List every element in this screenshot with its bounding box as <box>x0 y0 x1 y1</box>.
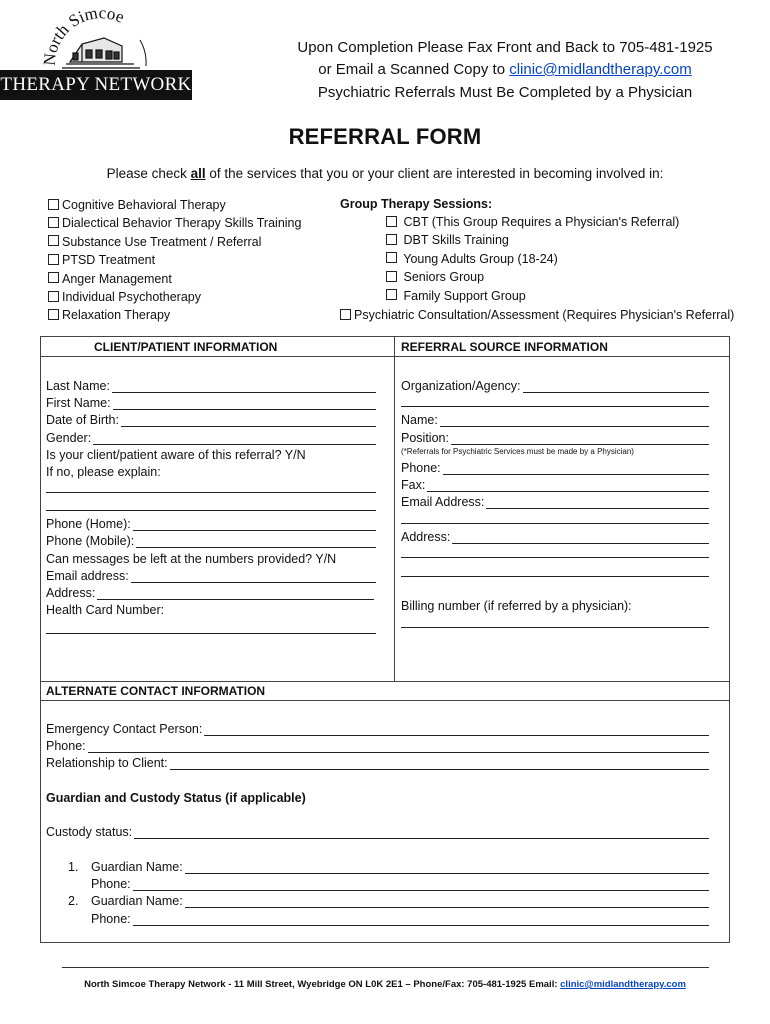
field-label: Email address: <box>46 569 129 583</box>
instruction-before: Please check <box>106 166 191 181</box>
checkbox[interactable] <box>48 235 59 246</box>
checkbox[interactable] <box>48 291 59 302</box>
header-email-line <box>240 60 770 80</box>
service-option[interactable] <box>48 270 301 288</box>
service-label: Anger Management <box>62 271 172 286</box>
alternate-section-heading: ALTERNATE CONTACT INFORMATION <box>46 684 266 698</box>
footer-text: North Simcoe Therapy Network - 11 Mill Street, Wyebridge ON L0K 2E1 – Phone/Fax: 705-481-1925 Email: <box>84 979 561 990</box>
health-card-label: Health Card Number: <box>46 603 165 617</box>
field-label: Position: <box>401 431 449 445</box>
organization-field[interactable] <box>401 377 709 393</box>
form-box <box>40 336 730 943</box>
service-label: Relaxation Therapy <box>62 308 171 323</box>
group-sessions-heading: Group Therapy Sessions: <box>340 197 493 211</box>
field-label: Custody status: <box>46 825 133 839</box>
emergency-contact-field[interactable] <box>46 720 709 736</box>
guardian-2-phone-field[interactable] <box>91 910 709 926</box>
guardian-1-name-field[interactable] <box>91 858 709 874</box>
referrer-address-line[interactable] <box>401 576 709 577</box>
divider <box>40 700 730 701</box>
group-sessions-list <box>386 213 679 305</box>
psychiatric-label: Psychiatric Consultation/Assessment (Requires Physician's Referral) <box>354 308 735 322</box>
divider <box>40 681 730 682</box>
checkbox[interactable] <box>48 254 59 265</box>
group-option[interactable] <box>386 250 679 268</box>
field-label: Organization/Agency: <box>401 379 521 393</box>
position-field[interactable] <box>401 429 709 445</box>
field-label: Guardian Name: <box>91 894 183 908</box>
field-label: Address: <box>46 586 96 600</box>
explain-line[interactable] <box>46 510 376 511</box>
service-option[interactable] <box>48 233 301 251</box>
phone-mobile-field[interactable] <box>46 532 376 548</box>
field-label: Emergency Contact Person: <box>46 722 203 736</box>
service-label: PTSD Treatment <box>62 253 156 268</box>
referrer-email-field[interactable] <box>401 493 709 509</box>
page-title: REFERRAL FORM <box>288 124 482 149</box>
instruction-after: of the services that you or your client are interested in becoming involved in: <box>205 166 664 181</box>
relationship-field[interactable] <box>46 754 709 770</box>
phone-home-field[interactable] <box>46 515 376 531</box>
group-label: DBT Skills Training <box>403 233 509 248</box>
field-label: Guardian Name: <box>91 860 183 874</box>
referral-section-heading: REFERRAL SOURCE INFORMATION <box>401 340 608 354</box>
field-label: Email Address: <box>401 495 485 509</box>
checkbox[interactable] <box>386 216 397 227</box>
dob-field[interactable] <box>46 411 376 427</box>
service-option[interactable] <box>48 251 301 269</box>
header-email-link[interactable]: clinic@midlandtherapy.com <box>509 61 692 78</box>
custody-status-field[interactable] <box>46 823 709 839</box>
referrer-phone-field[interactable] <box>401 459 709 475</box>
field-label: Phone (Home): <box>46 517 131 531</box>
aware-question: Is your client/patient aware of this referral? Y/N <box>46 448 306 462</box>
explain-line[interactable] <box>46 492 376 493</box>
service-option[interactable] <box>48 196 301 214</box>
guardian-2-name-field[interactable] <box>91 892 709 908</box>
group-label: Seniors Group <box>403 270 485 285</box>
group-label: Young Adults Group (18-24) <box>403 251 558 266</box>
field-label: Last Name: <box>46 379 110 393</box>
services-left-list <box>48 196 301 325</box>
guardian-heading: Guardian and Custody Status (if applicable) <box>46 791 306 805</box>
referrer-email-line[interactable] <box>401 523 709 524</box>
header-fax-line: Upon Completion Please Fax Front and Back to 705-481-1925 <box>297 39 713 56</box>
field-label: Phone: <box>46 739 86 753</box>
instruction-text <box>0 166 770 181</box>
service-option[interactable] <box>48 214 301 232</box>
field-label: First Name: <box>46 396 111 410</box>
checkbox[interactable] <box>386 252 397 263</box>
group-option[interactable] <box>386 213 679 231</box>
service-option[interactable] <box>48 288 301 306</box>
service-label: Dialectical Behavior Therapy Skills Training <box>62 216 302 231</box>
checkbox[interactable] <box>48 217 59 228</box>
group-option[interactable] <box>386 268 679 286</box>
checkbox[interactable] <box>48 309 59 320</box>
logo-arc-text: North Simcoe <box>39 3 128 67</box>
client-email-field[interactable] <box>46 567 376 583</box>
referrer-address-field[interactable] <box>401 528 709 544</box>
emergency-phone-field[interactable] <box>46 737 709 753</box>
last-name-field[interactable] <box>46 377 376 393</box>
billing-label: Billing number (if referred by a physician): <box>401 599 632 613</box>
group-option[interactable] <box>386 231 679 249</box>
field-label: Name: <box>401 413 438 427</box>
logo-wordmark: THERAPY NETWORK <box>0 70 192 100</box>
referrer-address-line[interactable] <box>401 557 709 558</box>
checkbox[interactable] <box>386 271 397 282</box>
checkbox[interactable] <box>386 234 397 245</box>
footer-divider <box>62 967 709 968</box>
billing-line[interactable] <box>401 627 709 628</box>
checkbox[interactable] <box>48 199 59 210</box>
instruction-emphasis: all <box>190 166 206 181</box>
service-label: Individual Psychotherapy <box>62 290 201 305</box>
client-section-heading: CLIENT/PATIENT INFORMATION <box>94 340 278 354</box>
group-label: CBT (This Group Requires a Physician's Referral) <box>403 215 680 229</box>
physician-note: (*Referrals for Psychiatric Services must be made by a Physician) <box>401 447 634 456</box>
field-label: Gender: <box>46 431 92 445</box>
service-label: Substance Use Treatment / Referral <box>62 234 262 249</box>
service-label: Cognitive Behavioral Therapy <box>62 198 226 212</box>
logo <box>0 0 194 94</box>
checkbox[interactable] <box>340 309 351 320</box>
field-label: Phone: <box>91 912 131 926</box>
guardian-1-phone-field[interactable] <box>91 875 709 891</box>
group-option[interactable] <box>386 287 679 305</box>
field-label: Date of Birth: <box>46 413 119 427</box>
psychiatric-option[interactable] <box>340 306 734 324</box>
field-label: Address: <box>401 530 451 544</box>
health-card-line[interactable] <box>46 633 376 634</box>
logo-emblem <box>0 0 194 74</box>
referrer-name-field[interactable] <box>401 411 709 427</box>
messages-question: Can messages be left at the numbers provided? Y/N <box>46 552 337 566</box>
guardian-2-number: 2. <box>68 894 79 908</box>
header-email-prefix: or Email a Scanned Copy to <box>318 61 510 78</box>
client-address-field[interactable] <box>46 584 374 600</box>
footer <box>0 979 770 990</box>
referrer-fax-field[interactable] <box>401 476 709 492</box>
building-icon <box>62 38 140 68</box>
first-name-field[interactable] <box>46 394 376 410</box>
field-label: Phone: <box>91 877 131 891</box>
organization-line[interactable] <box>401 406 709 407</box>
checkbox[interactable] <box>386 289 397 300</box>
field-label: Phone (Mobile): <box>46 534 135 548</box>
header-psychiatric-line: Psychiatric Referrals Must Be Completed by a Physician <box>317 84 693 101</box>
guardian-1-number: 1. <box>68 860 79 874</box>
group-label: Family Support Group <box>403 288 526 303</box>
service-option[interactable] <box>48 306 301 324</box>
checkbox[interactable] <box>48 272 59 283</box>
field-label: Phone: <box>401 461 441 475</box>
field-label: Fax: <box>401 478 426 492</box>
explain-label: If no, please explain: <box>46 465 161 479</box>
column-divider <box>394 336 395 681</box>
field-label: Relationship to Client: <box>46 756 168 770</box>
gender-field[interactable] <box>46 429 376 445</box>
divider <box>40 356 730 357</box>
footer-email-link[interactable]: clinic@midlandtherapy.com <box>560 979 686 990</box>
